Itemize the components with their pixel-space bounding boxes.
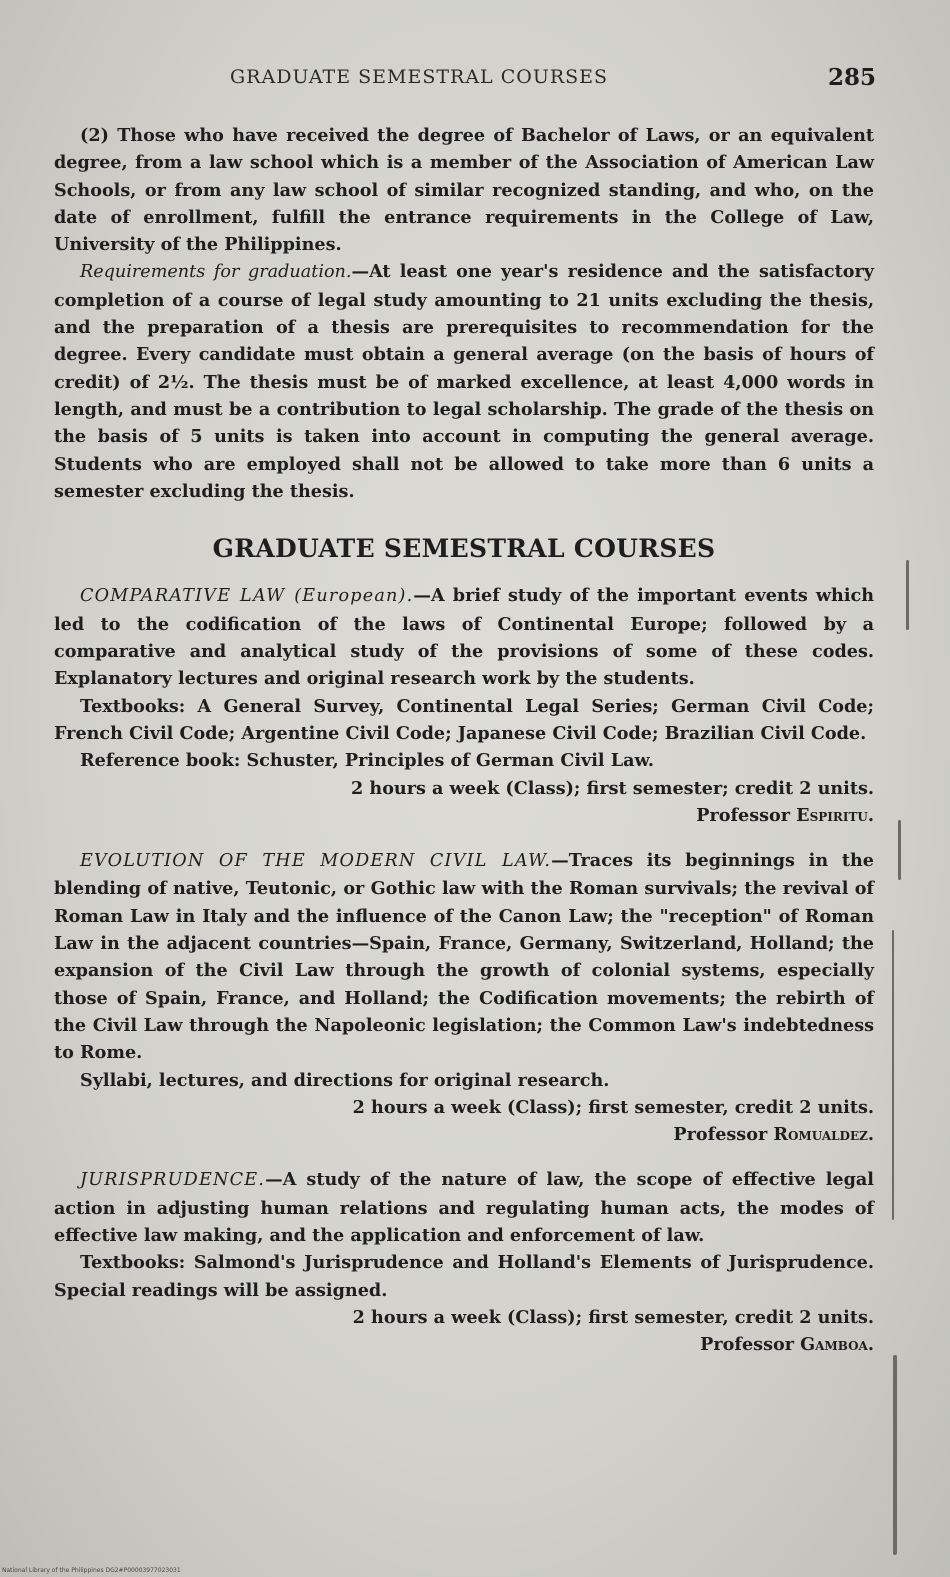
course-professor	[54, 1331, 874, 1358]
course-evolution-civil-law	[54, 847, 874, 1148]
page-body	[54, 122, 874, 1358]
margin-mark	[898, 820, 901, 880]
margin-mark	[906, 560, 909, 630]
professor-prefix: Professor	[696, 804, 791, 826]
course-description-text: —A study of the nature of law, the scope of effective legal action in adjusting human relations and regulating human acts, the modes of effective law making, and the application and enforcement of law.	[54, 1169, 874, 1246]
course-reference: Reference book: Schuster, Principles of German Civil Law.	[80, 750, 655, 772]
course-title: EVOLUTION OF THE MODERN CIVIL LAW.	[80, 851, 552, 872]
course-comparative-law	[54, 582, 874, 829]
course-description	[54, 582, 874, 692]
course-professor	[54, 1121, 874, 1148]
course-title: COMPARATIVE LAW (European).	[80, 586, 414, 607]
course-description	[54, 847, 874, 1066]
scan-footer: National Library of the Philippines DG2#P00003977023031	[2, 1567, 181, 1574]
course-schedule: 2 hours a week (Class); first semester; credit 2 units.	[351, 777, 874, 799]
professor-name: Gamboa.	[800, 1334, 874, 1356]
course-textbooks: Textbooks: A General Survey, Continental Legal Series; German Civil Code; French Civil Code; Argentine Civil Code; Japanese Civil Code; Brazilian Civil Code.	[54, 695, 874, 744]
intro-paragraph: (2) Those who have received the degree of Bachelor of Laws, or an equivalent degree, from a law school which is a member of the Association of American Law Schools, or from any law school of similar recognized standing, and who, on the date of enrollment, fulfill the entrance requirements in the College of Law, University of the Philippines.	[54, 125, 874, 256]
professor-prefix: Professor	[700, 1334, 794, 1356]
requirements-paragraph	[54, 258, 874, 505]
professor-prefix: Professor	[673, 1124, 768, 1146]
page-number: 285	[827, 64, 876, 91]
course-schedule: 2 hours a week (Class); first semester, credit 2 units.	[352, 1096, 874, 1118]
requirements-text: —At least one year's residence and the satisfactory completion of a course of legal study amounting to 21 units excluding the thesis, and the preparation of a thesis are prerequisites to recommendation for the degree. Every candidate must obtain a general average (on the basis of hours of credit) of 2½. The thesis must be of marked excellence, at least 4,000 words in length, and must be a contribution to legal scholarship. The grade of the thesis on the basis of 5 units is taken into account in computing the general average. Students who are employed shall not be allowed to take more than 6 units a semester excluding the thesis.	[54, 261, 874, 502]
professor-name: Espiritu.	[796, 804, 874, 826]
course-description-text: —Traces its beginnings in the blending of native, Teutonic, or Gothic law with the Roman survivals; the revival of Roman Law in Italy and the influence of the Canon Law; the "reception" of Roman Law in the adjacent countries—Spain, France, Germany, Switzerland, Holland; the expansion of the Civil Law through the growth of colonial systems, especially those of Spain, France, and Holland; the Codification movements; the rebirth of the Civil Law through the Napoleonic legislation; the Common Law's indebtedness to Rome.	[54, 850, 874, 1064]
running-title: GRADUATE SEMESTRAL COURSES	[230, 66, 609, 88]
course-textbooks: Textbooks: Salmond's Jurisprudence and Holland's Elements of Jurisprudence. Special readings will be assigned.	[54, 1252, 874, 1301]
course-description-text: —A brief study of the important events which led to the codification of the laws of Continental Europe; followed by a comparative and analytical study of the provisions of some of these codes. Explanatory lectures and original research work by the students.	[54, 585, 875, 690]
margin-mark	[893, 1355, 897, 1555]
margin-mark	[892, 930, 894, 1220]
professor-name: Romualdez.	[773, 1124, 874, 1146]
course-title: JURISPRUDENCE.	[80, 1170, 266, 1191]
requirements-label: Requirements for graduation.	[80, 262, 352, 283]
course-professor	[54, 802, 874, 829]
course-schedule: 2 hours a week (Class); first semester, credit 2 units.	[352, 1306, 874, 1328]
running-header	[0, 66, 950, 100]
section-title: GRADUATE SEMESTRAL COURSES	[212, 534, 716, 564]
course-jurisprudence	[54, 1166, 874, 1358]
course-description	[54, 1166, 874, 1249]
course-syllabi: Syllabi, lectures, and directions for original research.	[80, 1069, 610, 1091]
